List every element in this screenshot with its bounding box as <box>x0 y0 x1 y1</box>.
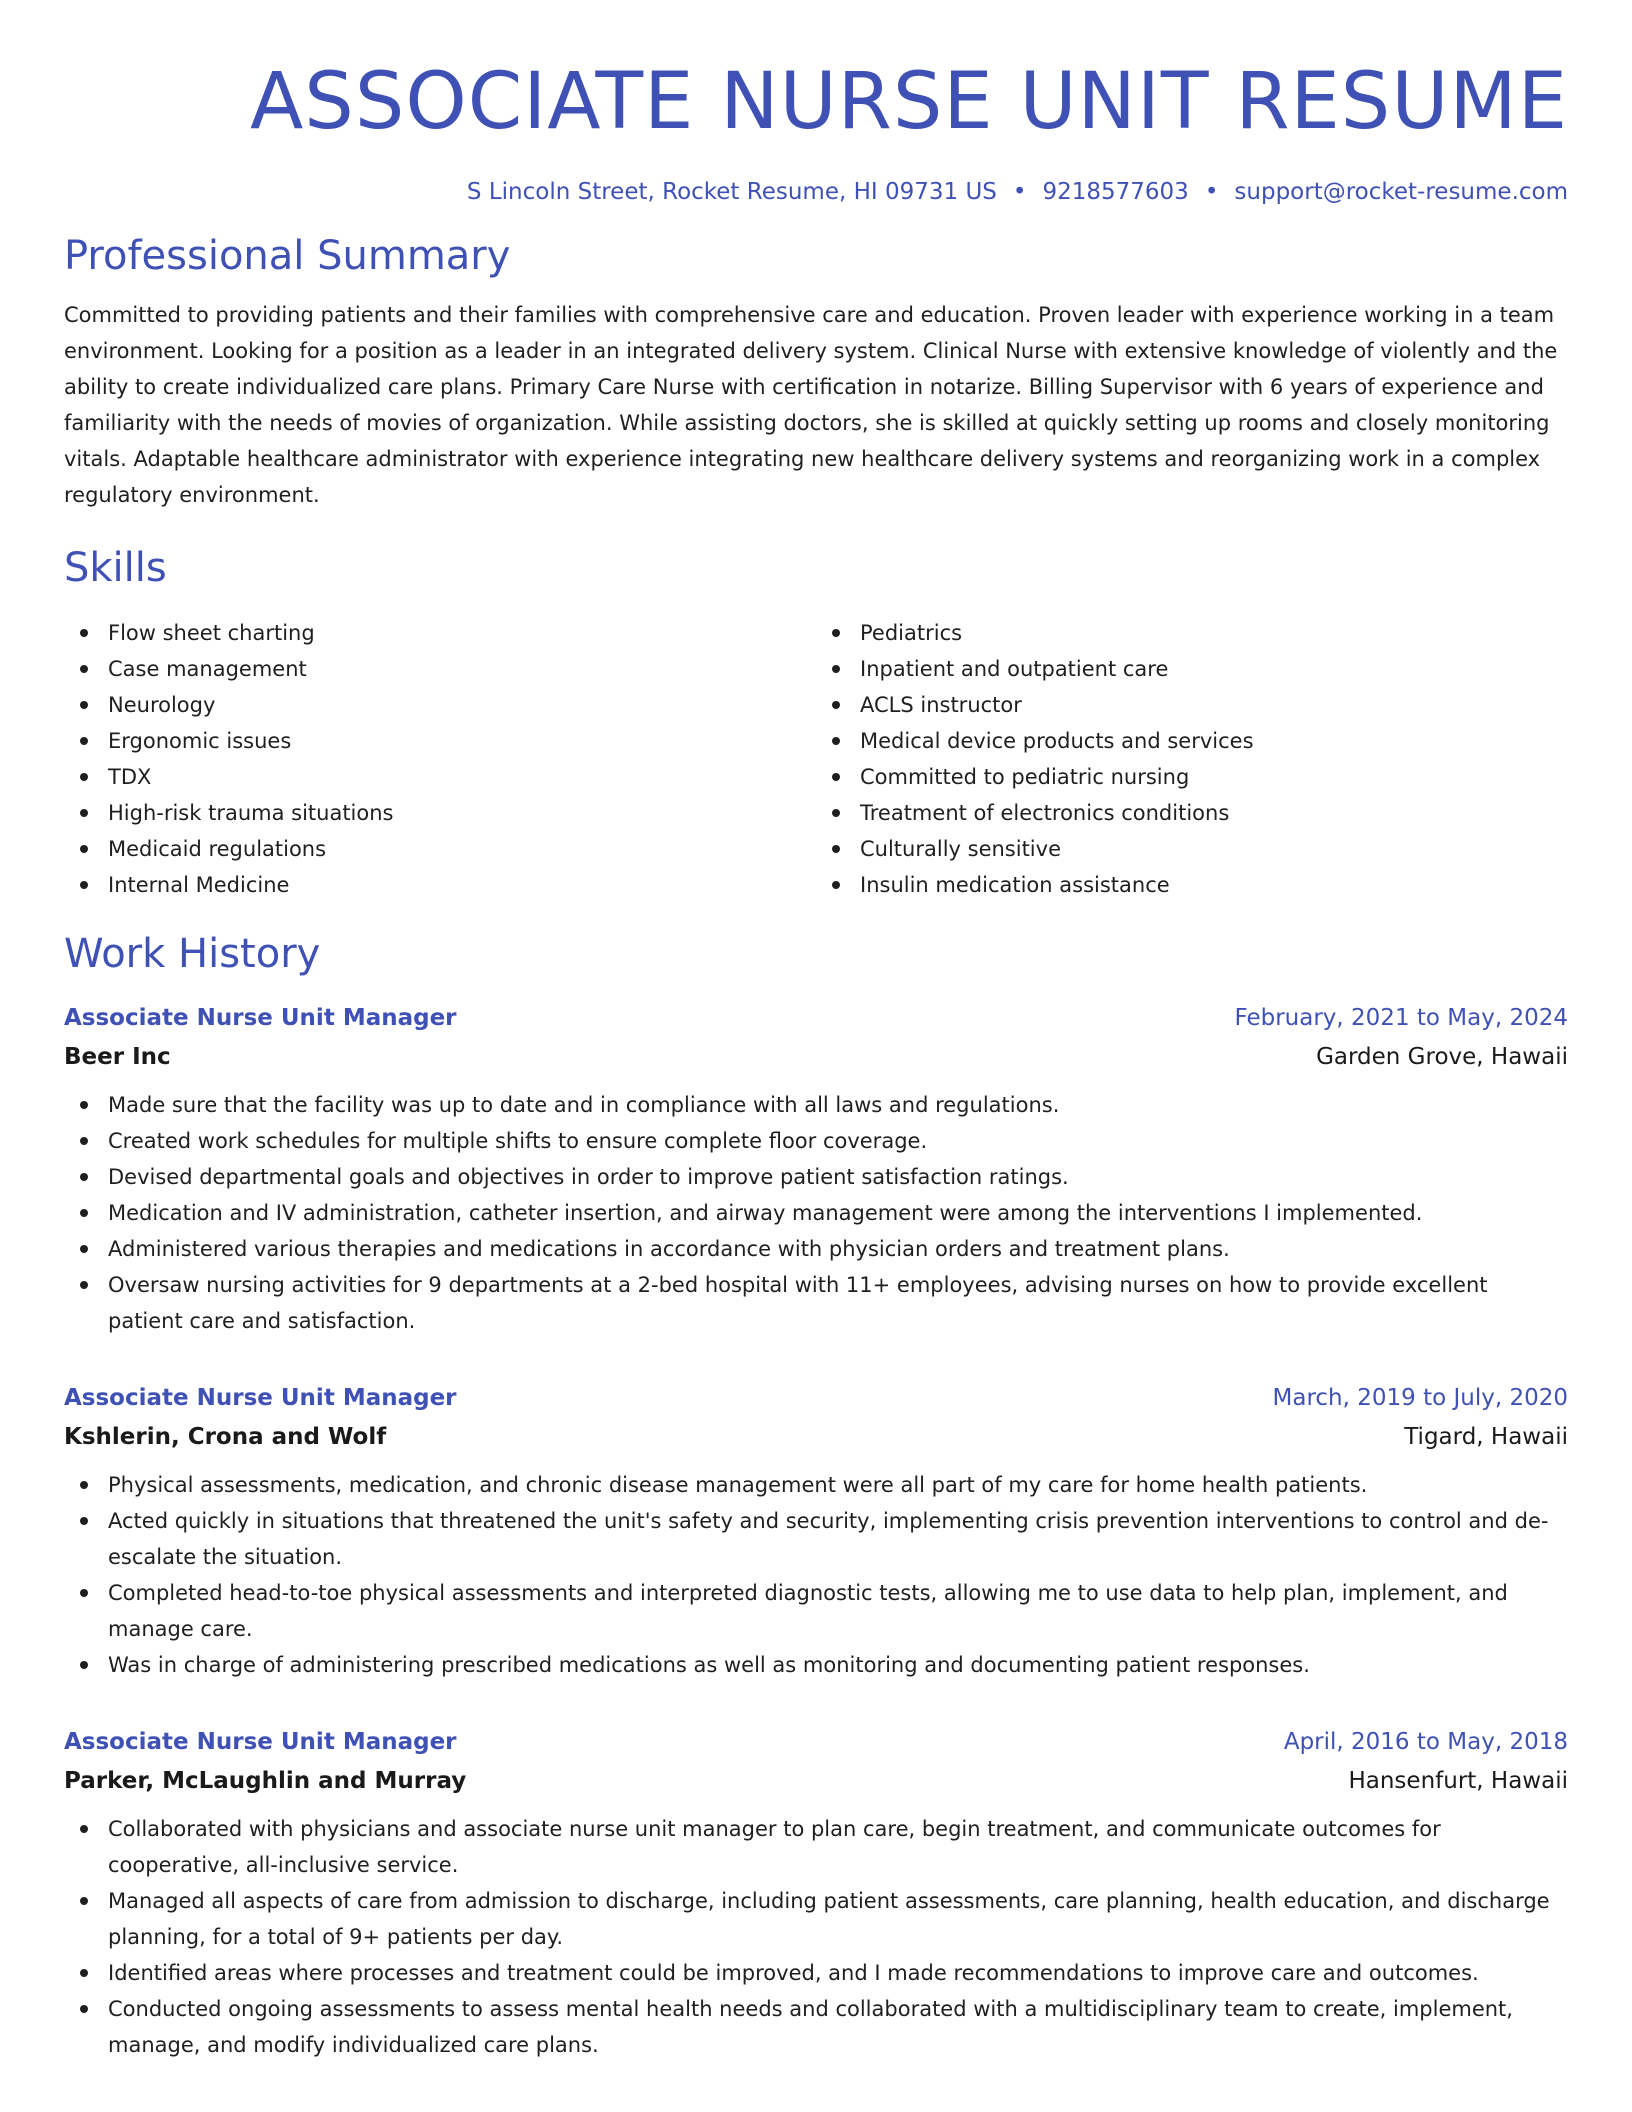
job-location: Garden Grove, Hawaii <box>1316 1044 1568 1070</box>
job-bullet-item: Devised departmental goals and objectives in order to improve patient satisfaction ratings. <box>108 1159 1568 1195</box>
skill-item: Neurology <box>108 687 816 723</box>
contact-separator: • <box>1204 179 1219 205</box>
job-dates: March, 2019 to July, 2020 <box>1272 1385 1568 1411</box>
skill-item: Case management <box>108 651 816 687</box>
job-entry <box>64 999 1568 1339</box>
job-company-row <box>64 1761 1568 1801</box>
job-bullet-item: Was in charge of administering prescribed medications as well as monitoring and documenting patient responses. <box>108 1647 1568 1683</box>
job-title: Associate Nurse Unit Manager <box>64 1005 457 1031</box>
skill-item: Inpatient and outpatient care <box>860 651 1568 687</box>
job-title-row <box>64 1723 1568 1761</box>
contact-separator: • <box>1012 179 1027 205</box>
job-location: Hansenfurt, Hawaii <box>1348 1768 1568 1794</box>
job-bullet-item: Collaborated with physicians and associate nurse unit manager to plan care, begin treatment, and communicate outcomes for cooperative, all-inclusive service. <box>108 1811 1568 1883</box>
job-bullets <box>64 1811 1568 2063</box>
job-list <box>64 999 1568 2063</box>
skill-item: Insulin medication assistance <box>860 867 1568 903</box>
job-bullets <box>64 1467 1568 1683</box>
job-location: Tigard, Hawaii <box>1404 1424 1568 1450</box>
job-title: Associate Nurse Unit Manager <box>64 1729 457 1755</box>
contact-phone: 9218577603 <box>1042 179 1189 205</box>
job-bullet-item: Created work schedules for multiple shifts to ensure complete floor coverage. <box>108 1123 1568 1159</box>
skill-item: TDX <box>108 759 816 795</box>
skill-item: Ergonomic issues <box>108 723 816 759</box>
section-heading-summary: Professional Summary <box>64 233 511 279</box>
skill-item: Flow sheet charting <box>108 615 816 651</box>
company-name: Parker, McLaughlin and Murray <box>64 1768 467 1794</box>
job-bullet-item: Conducted ongoing assessments to assess mental health needs and collaborated with a multidisciplinary team to create, implement, manage, and modify individualized care plans. <box>108 1991 1568 2063</box>
resume-header <box>64 0 1568 209</box>
summary-text: Committed to providing patients and their families with comprehensive care and education. Proven leader with experience working in a team environment. Looking for a position as a leader in an integrated delivery system. Clinical Nurse with extensive knowledge of violently and the ability to create individualized care plans. Primary Care Nurse with certification in notarize. Billing Supervisor with 6 years of experience and familiarity with the needs of movies of organization. While assisting doctors, she is skilled at quickly setting up rooms and closely monitoring vitals. Adaptable healthcare administrator with experience integrating new healthcare delivery systems and reorganizing work in a complex regulatory environment. <box>64 303 1558 507</box>
job-entry <box>64 1723 1568 2063</box>
job-bullet-item: Medication and IV administration, catheter insertion, and airway management were among the interventions I implemented. <box>108 1195 1568 1231</box>
job-bullet-item: Identified areas where processes and treatment could be improved, and I made recommendations to improve care and outcomes. <box>108 1955 1568 1991</box>
skill-item: Treatment of electronics conditions <box>860 795 1568 831</box>
skills-grid <box>64 615 1568 903</box>
skills-column-left <box>64 615 816 903</box>
skill-item: ACLS instructor <box>860 687 1568 723</box>
professional-summary-section <box>64 231 1568 513</box>
contact-email: support@rocket-resume.com <box>1234 179 1568 205</box>
job-bullet-item: Made sure that the facility was up to date and in compliance with all laws and regulations. <box>108 1087 1568 1123</box>
job-dates: February, 2021 to May, 2024 <box>1234 1005 1568 1031</box>
job-title-row <box>64 999 1568 1037</box>
skill-item: Culturally sensitive <box>860 831 1568 867</box>
work-history-section <box>64 929 1568 2063</box>
resume-title: ASSOCIATE NURSE UNIT RESUME <box>249 57 1568 147</box>
skill-item: Medicaid regulations <box>108 831 816 867</box>
job-company-row <box>64 1417 1568 1457</box>
job-bullet-item: Physical assessments, medication, and chronic disease management were all part of my care for home health patients. <box>108 1467 1568 1503</box>
contact-address: S Lincoln Street, Rocket Resume, HI 09731 US <box>466 179 997 205</box>
section-heading-skills: Skills <box>64 545 167 591</box>
job-bullet-item: Acted quickly in situations that threatened the unit's safety and security, implementing crisis prevention interventions to control and de-escalate the situation. <box>108 1503 1568 1575</box>
section-heading-work-history: Work History <box>64 931 321 977</box>
skill-item: High-risk trauma situations <box>108 795 816 831</box>
job-bullets <box>64 1087 1568 1339</box>
job-bullet-item: Administered various therapies and medications in accordance with physician orders and treatment plans. <box>108 1231 1568 1267</box>
company-name: Beer Inc <box>64 1044 171 1070</box>
skills-column-right <box>816 615 1568 903</box>
company-name: Kshlerin, Crona and Wolf <box>64 1424 387 1450</box>
job-bullet-item: Managed all aspects of care from admission to discharge, including patient assessments, care planning, health education, and discharge planning, for a total of 9+ patients per day. <box>108 1883 1568 1955</box>
job-title-row <box>64 1379 1568 1417</box>
job-entry <box>64 1379 1568 1683</box>
skill-item: Internal Medicine <box>108 867 816 903</box>
job-company-row <box>64 1037 1568 1077</box>
skill-item: Pediatrics <box>860 615 1568 651</box>
skill-item: Committed to pediatric nursing <box>860 759 1568 795</box>
job-title: Associate Nurse Unit Manager <box>64 1385 457 1411</box>
contact-line <box>64 175 1568 209</box>
job-bullet-item: Oversaw nursing activities for 9 departments at a 2-bed hospital with 11+ employees, advising nurses on how to provide excellent patient care and satisfaction. <box>108 1267 1568 1339</box>
skill-item: Medical device products and services <box>860 723 1568 759</box>
job-dates: April, 2016 to May, 2018 <box>1283 1729 1568 1755</box>
job-bullet-item: Completed head-to-toe physical assessments and interpreted diagnostic tests, allowing me to use data to help plan, implement, and manage care. <box>108 1575 1568 1647</box>
skills-section <box>64 543 1568 903</box>
